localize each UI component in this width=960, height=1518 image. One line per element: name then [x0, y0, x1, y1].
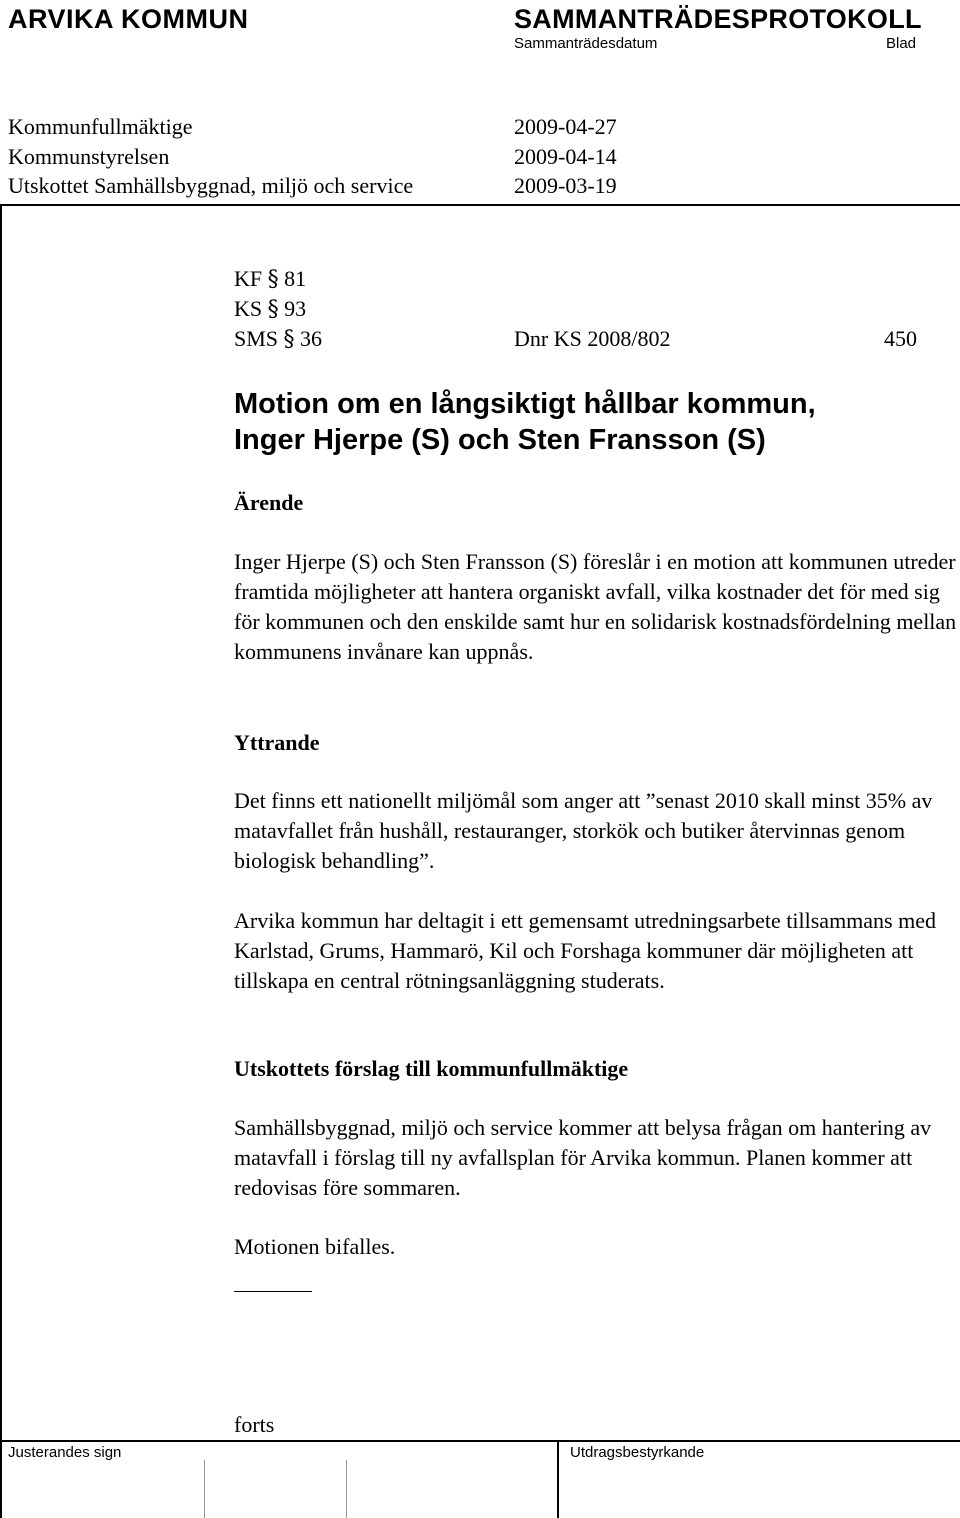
decision-underline	[234, 1291, 312, 1292]
footer-sign-box-divider-1	[204, 1460, 205, 1518]
meeting-date-kf: 2009-04-27	[514, 114, 617, 139]
decision-text: Motionen bifalles.	[234, 1234, 396, 1259]
footer-sign-box-divider-2	[346, 1460, 347, 1518]
proposal-text: Samhällsbyggnad, miljö och service kommer att belysa frågan om hantering av matavfall i förslag till ny avfallsplan för Arvika kommun. Planen kommer att redovisas före sommaren.	[234, 1115, 932, 1200]
paragraph-symbol: §	[267, 267, 279, 292]
archive-code: 450	[884, 326, 917, 351]
page-label: Blad	[886, 35, 917, 52]
justerandes-sign-label: Justerandes sign	[8, 1444, 122, 1461]
diary-number: Dnr KS 2008/802	[514, 326, 671, 351]
meeting-date-ks: 2009-04-14	[514, 144, 617, 169]
utdragsbestyrkande-label: Utdragsbestyrkande	[570, 1444, 705, 1461]
header-divider	[0, 204, 960, 206]
paragraph-symbol: §	[283, 327, 295, 352]
continued-marker: forts	[234, 1412, 275, 1437]
motion-title-line-1: Motion om en långsiktigt hållbar kommun,	[234, 388, 816, 420]
reference-kf: KF § 81	[234, 266, 307, 292]
motion-title-line-2: Inger Hjerpe (S) och Sten Fransson (S)	[234, 424, 766, 456]
org-name: ARVIKA KOMMUN	[8, 4, 249, 34]
meeting-date-sms: 2009-03-19	[514, 173, 617, 198]
document-type: SAMMANTRÄDESPROTOKOLL	[514, 4, 922, 34]
body-name-sms: Utskottet Samhällsbyggnad, miljö och service	[8, 173, 414, 198]
left-margin-line	[0, 204, 2, 1518]
reference-ks: KS § 93	[234, 296, 307, 322]
reference-sms: SMS § 36	[234, 326, 323, 352]
body-name-kf: Kommunfullmäktige	[8, 114, 193, 139]
paragraph-symbol: §	[267, 297, 279, 322]
arende-heading: Ärende	[234, 490, 304, 515]
arende-text: Inger Hjerpe (S) och Sten Fransson (S) föreslår i en motion att kommunen utreder framtida möjligheter att hantera organiskt avfall, vilka kostnader det för med sig för kommunen och den enskilde samt hur en solidarisk kostnadsfördelning mellan kommunens invånare kan uppnås.	[234, 549, 957, 664]
footer-center-divider	[557, 1440, 559, 1518]
meeting-date-label: Sammanträdesdatum	[514, 35, 658, 52]
footer-divider	[0, 1440, 960, 1442]
yttrande-heading: Yttrande	[234, 730, 320, 755]
proposal-heading: Utskottets förslag till kommunfullmäktige	[234, 1056, 629, 1081]
yttrande-paragraph-2: Arvika kommun har deltagit i ett gemensamt utredningsarbete tillsammans med Karlstad, Grums, Hammarö, Kil och Forshaga kommuner där möjligheten att tillskapa en central rötningsanläggning studerats.	[234, 908, 936, 993]
yttrande-paragraph-1: Det finns ett nationellt miljömål som anger att ”senast 2010 skall minst 35% av matavfallet från hushåll, restauranger, storkök och butiker återvinnas genom biologisk behandling”.	[234, 788, 933, 873]
body-name-ks: Kommunstyrelsen	[8, 144, 170, 169]
